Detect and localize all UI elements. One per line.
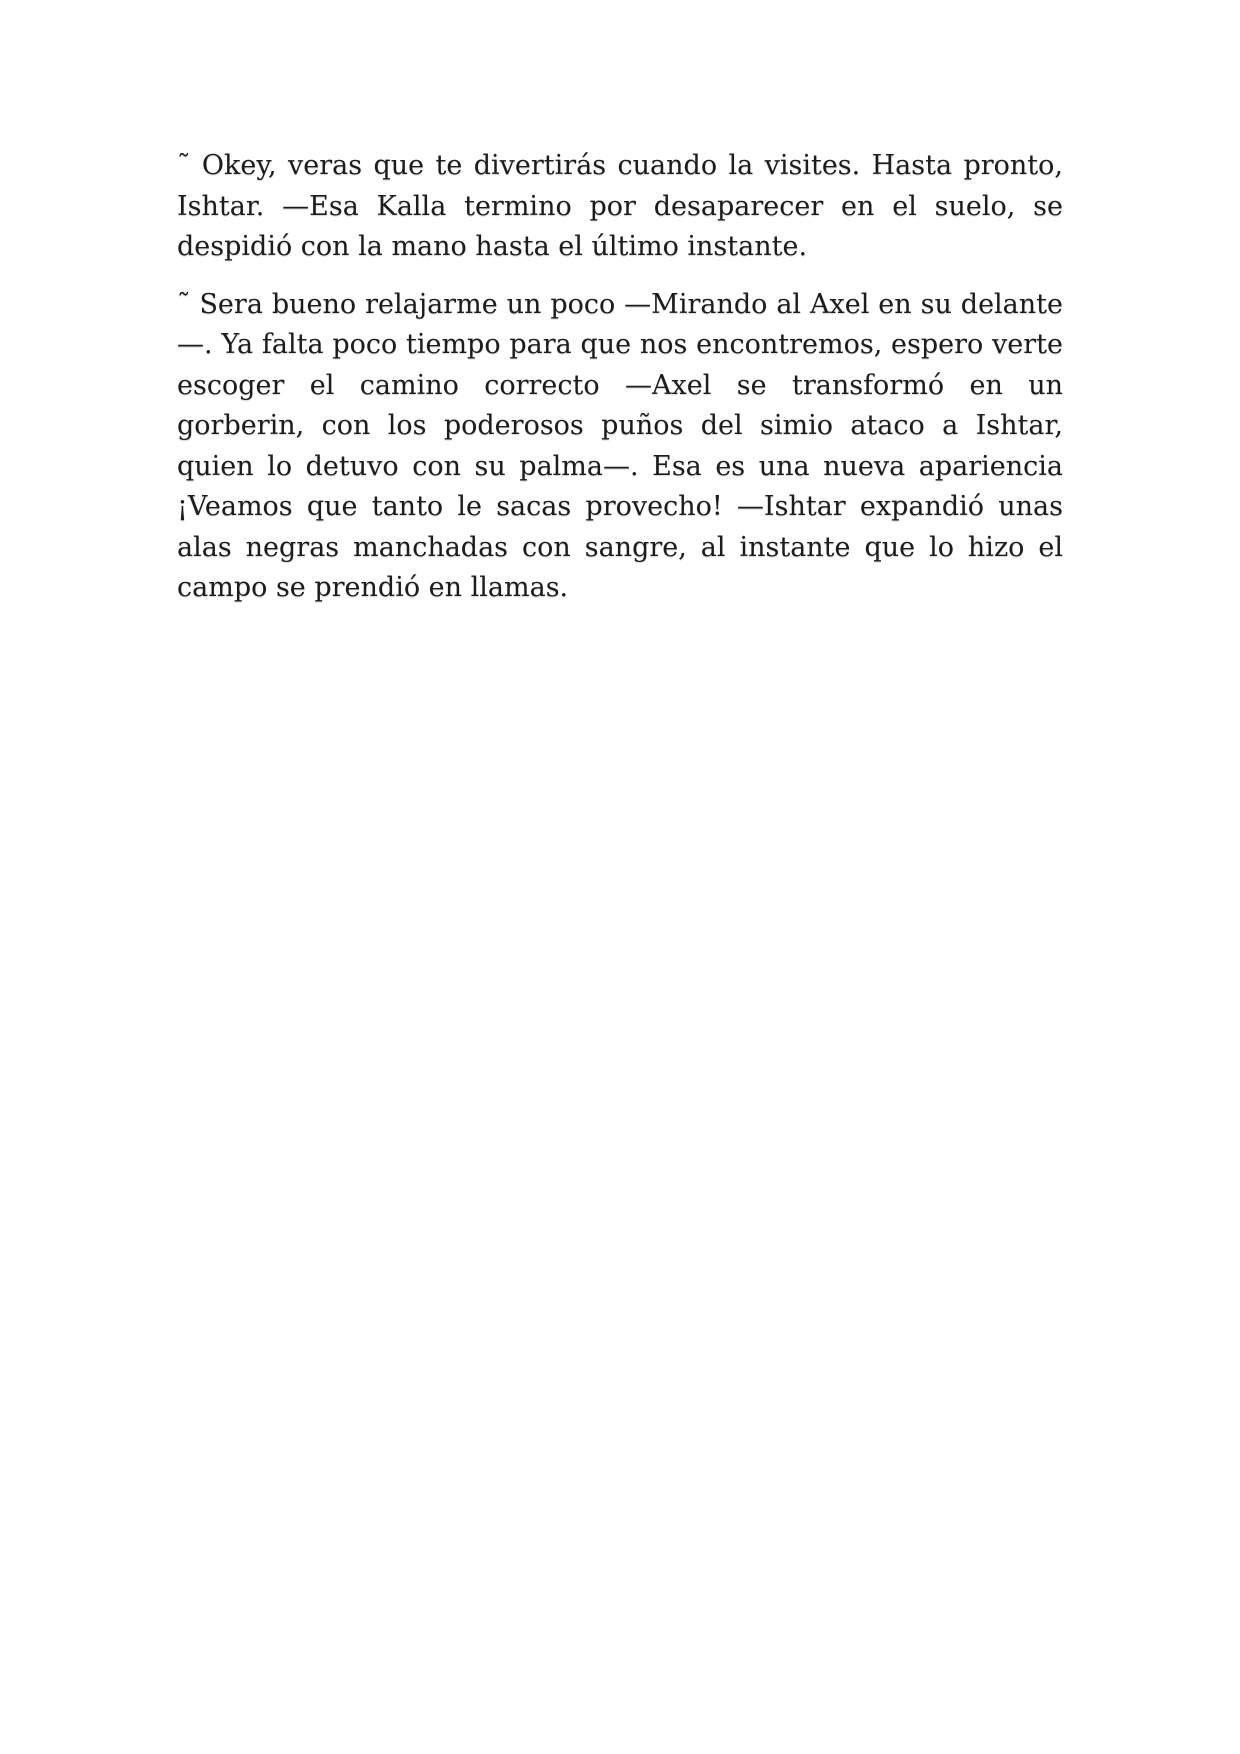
paragraph-2: ˜ Sera bueno relajarme un poco —Mirando al Axel en su delante—. Ya falta poco tiempo para que nos encontremos, espero verte escoger el camino correcto —Axel se transformó en un gorberin, con los poderosos puños del simio ataco a Ishtar, quien lo detuvo con su palma—. Esa es una nueva apariencia ¡Veamos que tanto le sacas provecho! —Ishtar expandió unas alas negras manchadas con sangre, al instante que lo hizo el campo se prendió en llamas. xyxy=(177,288,1063,603)
paragraph-1: ˜ Okey, veras que te divertirás cuando la visites. Hasta pronto, Ishtar. —Esa Kalla termino por desaparecer en el suelo, se despidió con la mano hasta el último instante. xyxy=(177,150,1063,262)
body-text xyxy=(177,146,1063,626)
